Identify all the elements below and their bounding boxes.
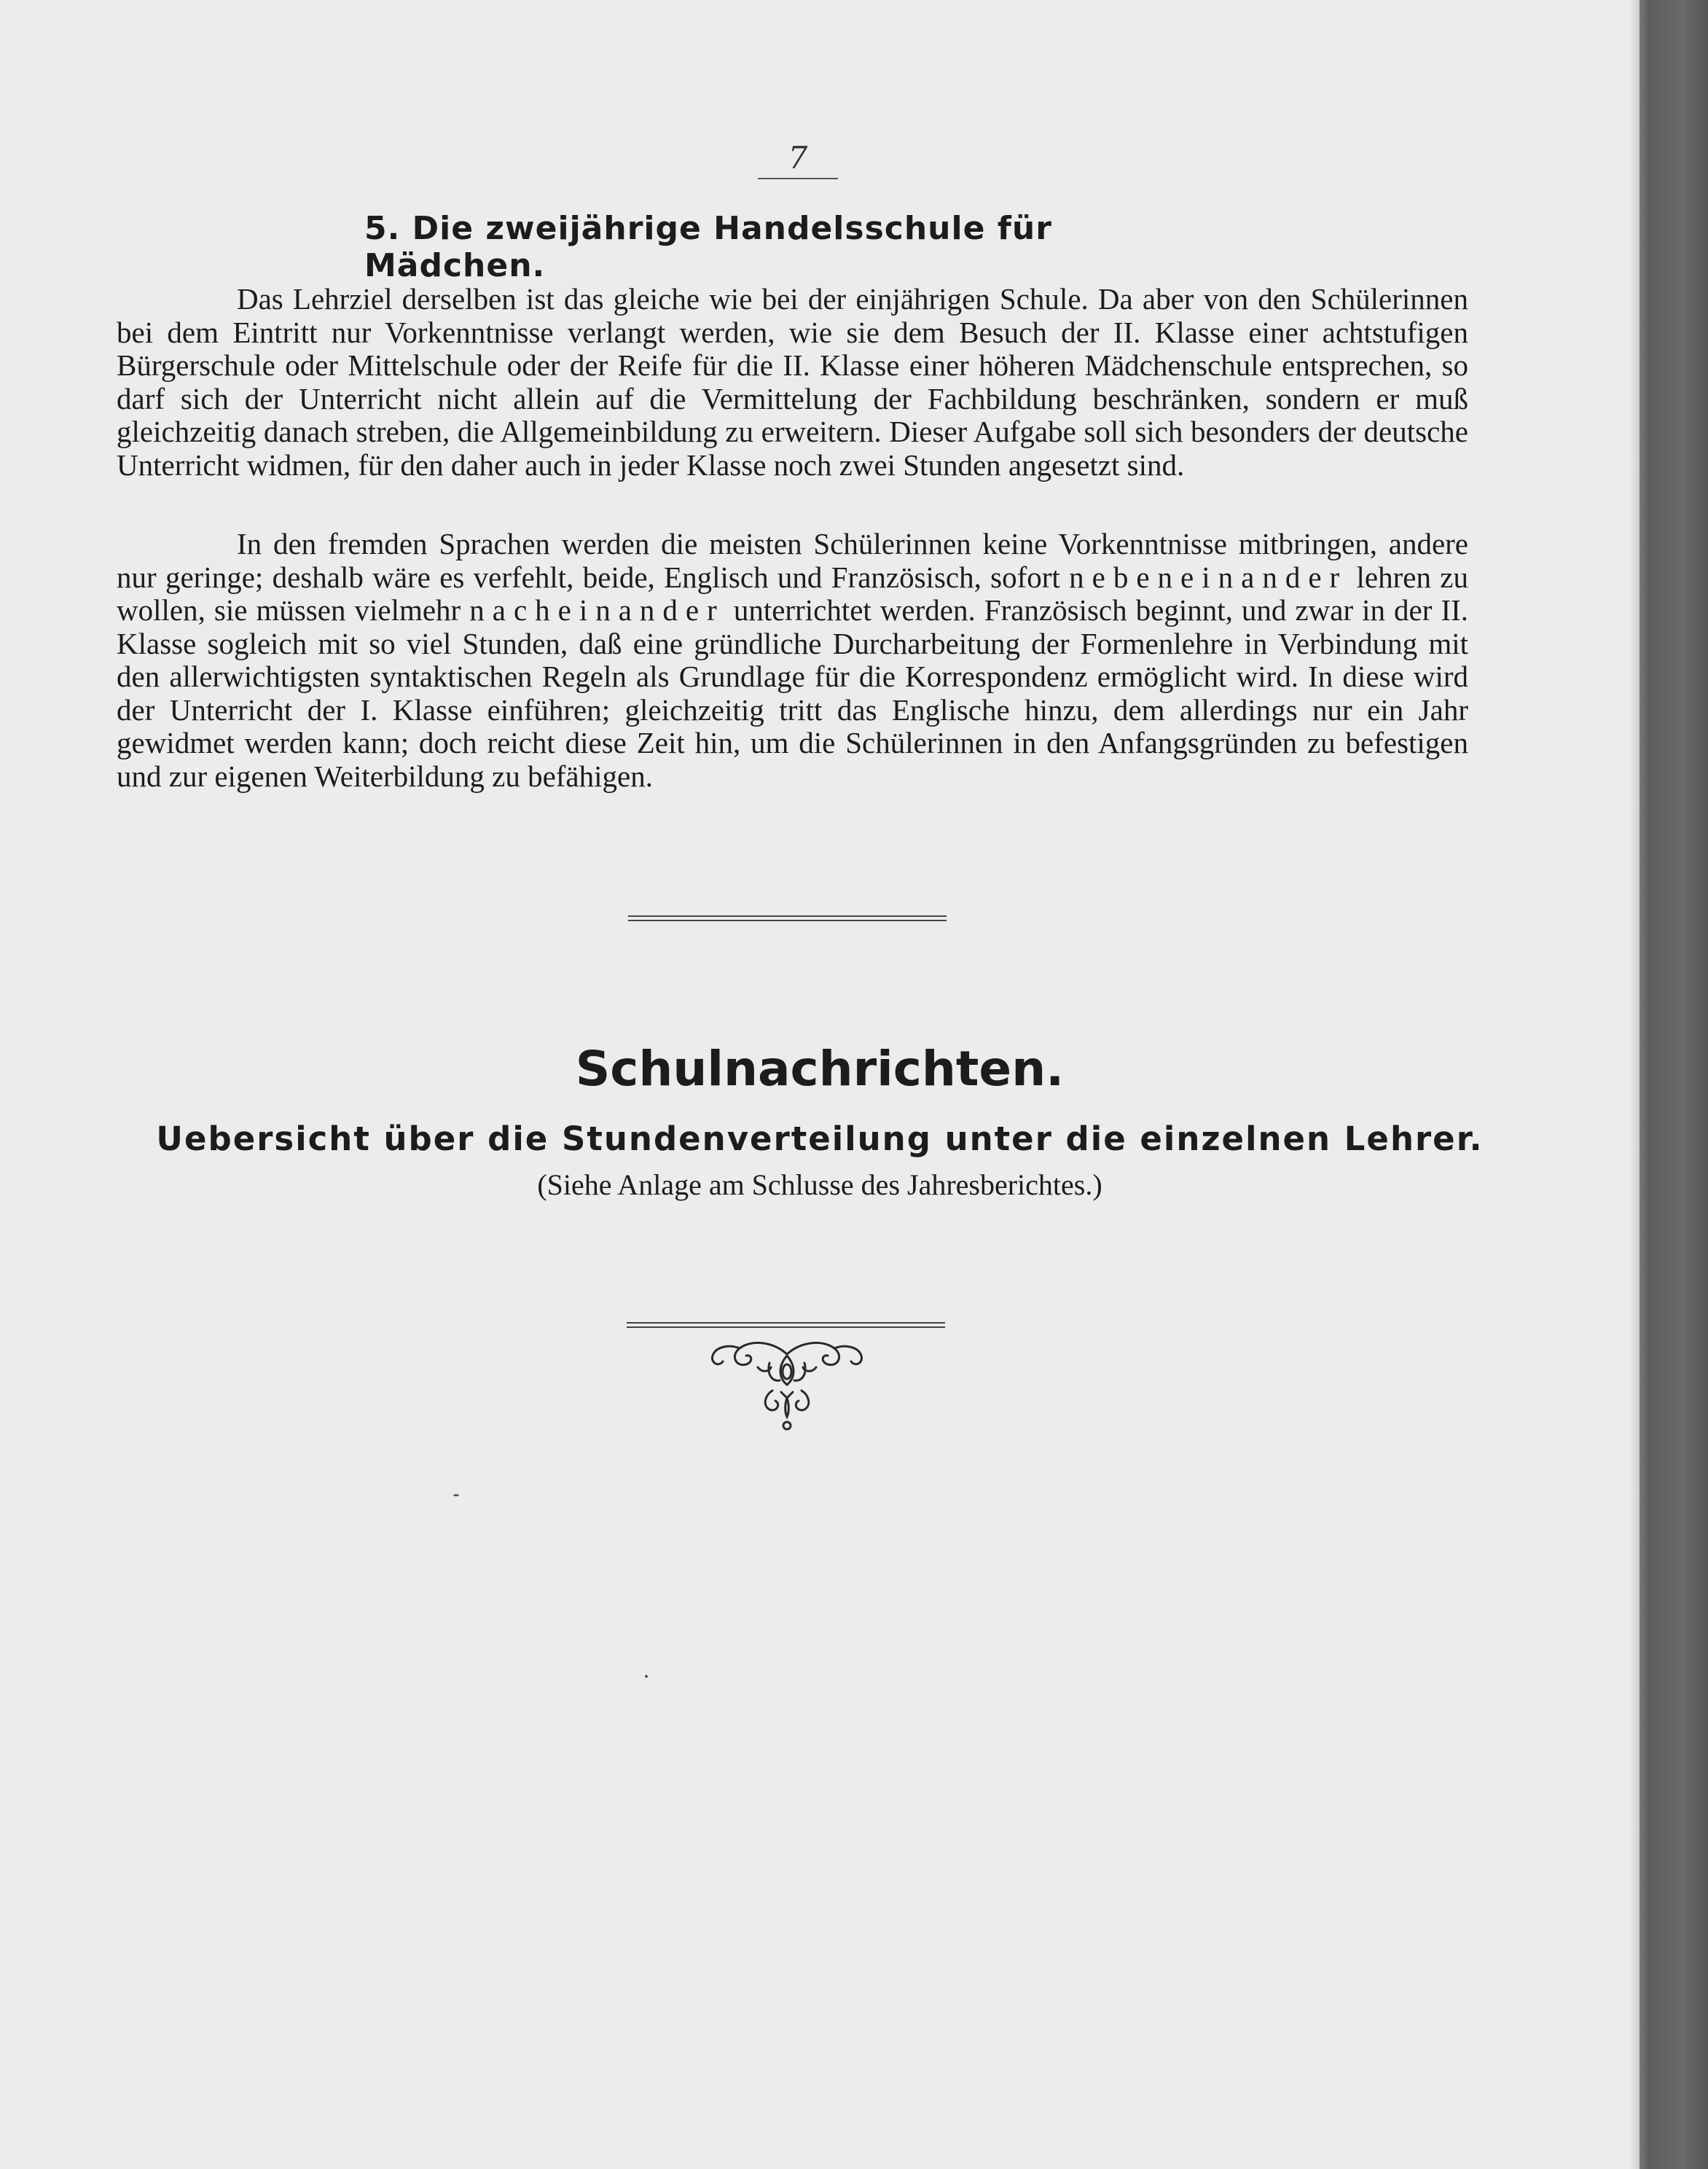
paragraph-2-text-b: lehren zu wollen, sie müssen vielmehr — [117, 560, 1468, 627]
spaced-word-nebeneinander: nebeneinander — [1069, 560, 1348, 594]
section-divider — [628, 915, 947, 921]
book-edge — [1640, 0, 1708, 2169]
end-divider — [627, 1322, 945, 1328]
section-heading: 5. Die zweijährige Handelsschule für Mädchen. — [364, 210, 1052, 284]
spaced-word-nacheinander: nacheinander — [469, 593, 725, 627]
ornament-flourish-icon — [700, 1334, 874, 1436]
paragraph-1-text: Das Lehrziel derselben ist das gleiche wie bei der einjährigen Schule. Da aber von den Schülerinnen bei dem Eintritt nur Vorkenntnisse verlangt werden, wie sie dem Besuch der II. Klasse einer achtstufigen Bürgerschule oder Mittelschule oder der Reife für die II. Klasse einer höheren Mädchenschule entsprechen, so darf sich der Unterricht nicht allein auf die Vermittelung der Fachbildung beschränken, sondern er muß gleichzeitig danach streben, die Allgemeinbildung zu erweitern. Dieser Aufgabe soll sich besonders der deutsche Unterricht widmen, für den daher auch in jeder Klasse noch zwei Stunden angesetzt sind. — [117, 282, 1468, 482]
print-speck — [645, 1675, 648, 1678]
page-number-underline — [758, 178, 838, 179]
school-news-subtitle: Uebersicht über die Stundenverteilung unter die einzelnen Lehrer. — [156, 1119, 1484, 1158]
paragraph-2-text-a: In den fremden Sprachen werden die meisten Schülerinnen keine Vorkenntnisse mitbringen, andere nur geringe; deshalb wäre es verfehlt, beide, Englisch und Französisch, sofort — [117, 527, 1468, 594]
page-number: 7 — [788, 140, 808, 176]
school-news-note: (Siehe Anlage am Schlusse des Jahresberichtes.) — [537, 1168, 1102, 1201]
paragraph-2 — [117, 528, 1468, 793]
paragraph-2-text-c: unterrichtet werden. Französisch beginnt, und zwar in der II. Klasse sogleich mit so viel Stunden, daß eine gründliche Durcharbeitung der Formenlehre in Verbindung mit den allerwichtigsten syntaktischen Regeln als Grundlage für die Korrespondenz ermöglicht wird. In diese wird der Unterricht der I. Klasse einführen; gleichzeitig tritt das Englische hinzu, dem allerdings nur ein Jahr gewidmet werden kann; doch reicht diese Zeit hin, um die Schülerinnen in den Anfangsgründen zu befestigen und zur eigenen Weiterbildung zu befähigen. — [117, 593, 1468, 793]
paragraph-1 — [117, 283, 1468, 482]
school-news-title: Schulnachrichten. — [575, 1041, 1065, 1097]
print-speck — [453, 1494, 459, 1496]
page-edge-shadow — [1629, 0, 1640, 2169]
